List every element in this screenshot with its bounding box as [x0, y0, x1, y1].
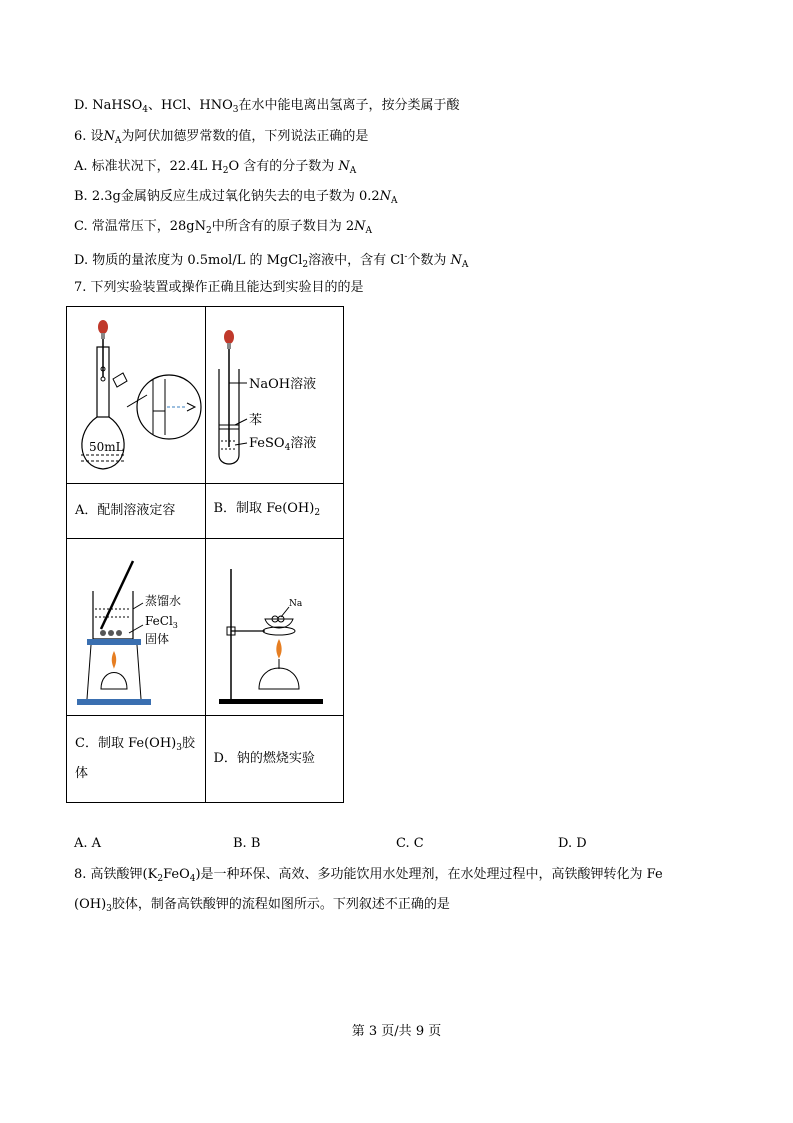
benzene-label: 苯 — [249, 413, 263, 428]
q8-stem-line2: $(OH)_3$胶体，制备高铁酸钾的流程如图所示。下列叙述不正确的是 — [74, 897, 450, 914]
cell-c-image — [67, 539, 206, 716]
fecl3-label: FeCl$_3$ — [145, 614, 178, 630]
volumetric-flask-diagram — [67, 307, 205, 479]
q6-option-c: C. 常温常压下，$28gN_2$中所含有的原子数目为 $2N_A$ — [74, 219, 373, 236]
experiment-table — [66, 306, 344, 803]
q7-option-c: C. C — [396, 836, 424, 851]
caption-d: D．钠的燃烧实验 — [205, 716, 344, 803]
q7-option-a: A. A — [74, 836, 102, 851]
caption-b: B．制取 $Fe(OH)_2$ — [205, 484, 344, 539]
cell-a-image — [67, 307, 206, 484]
q6-option-d: D. 物质的量浓度为 0.5mol/L 的 MgCl$_2$溶液中，含有 Cl-个数为 $N_A$ — [74, 252, 469, 270]
cell-b-image — [205, 307, 344, 484]
q5-option-d: D. NaHSO$_4$、HCl、$HNO_3$在水中能电离出氢离子，按分类属于酸 — [74, 98, 460, 115]
q6-option-a: A. 标准状况下，22.4L $H_2O$ 含有的分子数为 $N_A$ — [74, 159, 357, 176]
q7-option-d: D. D — [558, 836, 587, 851]
naoh-label: NaOH溶液 — [249, 377, 317, 392]
feoh3-colloid-apparatus-diagram — [67, 539, 205, 711]
q8-stem-line1: 8. 高铁酸钾$(K_2FeO_4)$是一种环保、高效、多功能饮用水处理剂，在水处理过程中，高铁酸钾转化为 Fe — [74, 867, 663, 884]
cell-d-image — [205, 539, 344, 716]
solid-label: 固体 — [145, 632, 170, 646]
q6-stem: 6. 设$N_A$为阿伏加德罗常数的值，下列说法正确的是 — [74, 129, 369, 146]
sodium-combustion-apparatus-diagram — [209, 539, 339, 711]
q7-option-b: B. B — [233, 836, 261, 851]
caption-c: C．制取 $Fe(OH)_3$胶 体 — [67, 716, 206, 803]
flask-volume-label: 50mL — [89, 440, 124, 454]
feoh2-apparatus-diagram — [209, 307, 339, 479]
page-footer: 第 3 页/共 9 页 — [351, 1024, 442, 1039]
q7-stem: 7. 下列实验装置或操作正确且能达到实验目的的是 — [74, 280, 364, 295]
caption-a: A．配制溶液定容 — [67, 484, 206, 539]
q6-option-b: B. 2.3g金属钠反应生成过氧化钠失去的电子数为 $0.2N_A$ — [74, 189, 398, 206]
sodium-label: Na — [289, 599, 303, 609]
distilled-water-label: 蒸馏水 — [145, 594, 182, 608]
feso4-label: FeSO$_4$溶液 — [249, 436, 317, 453]
